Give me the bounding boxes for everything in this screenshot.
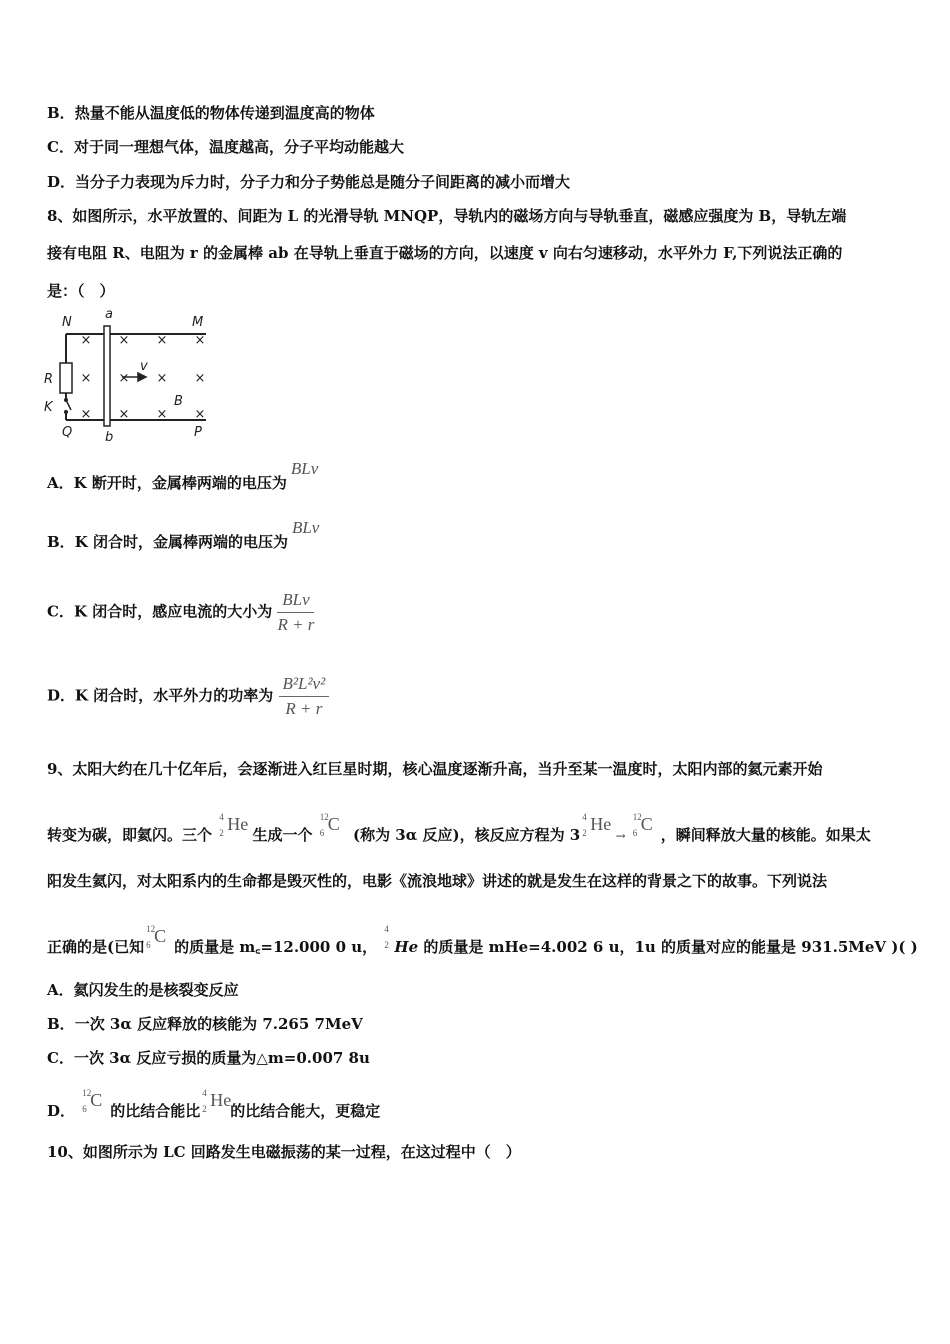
mass-number: 12 xyxy=(146,924,156,934)
atomic-number: 6 xyxy=(146,940,151,950)
atomic-number: 2 xyxy=(202,1104,207,1114)
field-cross: × xyxy=(118,371,130,386)
atomic-number: 2 xyxy=(582,828,587,838)
carbon-nuclide xyxy=(318,812,348,848)
atomic-number: 6 xyxy=(319,828,325,838)
q8-option-b xyxy=(47,518,320,552)
option-label: C． xyxy=(47,138,74,156)
option-label: A． xyxy=(47,474,74,492)
option-text: 当分子力表现为斥力时，分子力和分子势能总是随分子间距离的减小而增大 xyxy=(75,173,571,191)
q7-option-c xyxy=(47,136,404,157)
reaction-arrow-icon: → xyxy=(615,829,626,843)
helium-nuclide xyxy=(580,812,612,848)
text-run: ，瞬间释放大量的核能。如果太 xyxy=(660,826,871,844)
element-symbol: C xyxy=(327,814,340,834)
atomic-number: 2 xyxy=(384,940,389,950)
helium-nuclide xyxy=(382,924,394,960)
q8-option-c xyxy=(47,590,314,635)
q8-option-d xyxy=(47,674,329,719)
label-b: b xyxy=(105,430,114,444)
mass-number: 4 xyxy=(202,1088,207,1098)
label-p: P xyxy=(194,425,202,440)
mass-number: 4 xyxy=(384,924,389,934)
option-label: C． xyxy=(47,1049,74,1067)
option-label: B． xyxy=(47,1015,75,1033)
carbon-nuclide xyxy=(144,924,174,960)
text-run: (称为 3α 反应)，核反应方程为 3 xyxy=(352,826,581,844)
field-cross: × xyxy=(80,407,92,422)
element-symbol: He xyxy=(227,814,249,834)
option-text: 氦闪发生的是核裂变反应 xyxy=(73,981,239,999)
option-label: D． xyxy=(47,173,76,191)
atomic-number: 2 xyxy=(219,828,224,838)
field-cross: × xyxy=(118,333,130,348)
option-text: 热量不能从温度低的物体传递到温度高的物体 xyxy=(74,104,375,122)
option-label: B． xyxy=(47,104,75,122)
mass-number: 4 xyxy=(219,812,224,822)
option-label: A． xyxy=(47,981,74,999)
label-n: N xyxy=(62,315,72,330)
field-cross: × xyxy=(80,371,92,386)
option-label: B． xyxy=(47,533,75,551)
helium-nuclide xyxy=(217,812,249,848)
q8-circuit-diagram xyxy=(38,304,218,444)
field-cross: × xyxy=(118,407,130,422)
q7-option-b xyxy=(47,102,375,123)
q8-stem-line3: 是：（ ） xyxy=(47,282,115,300)
q10-stem: 10、如图所示为 LC 回路发生电磁振荡的某一过程，在这过程中（ ） xyxy=(47,1143,521,1161)
fraction-denominator: R + r xyxy=(285,699,323,718)
label-q: Q xyxy=(62,425,73,440)
text-run: 的质量是 m꜀=12.000 0 u， xyxy=(174,938,378,956)
q8-option-a xyxy=(47,459,319,493)
element-symbol: C xyxy=(154,926,167,946)
mass-number: 12 xyxy=(319,812,329,822)
text-run: 的质量是 mHe=4.002 6 u，1u 的质量对应的能量是 931.5MeV )( ) xyxy=(423,938,918,956)
text-run: 正确的是(已知 xyxy=(47,938,145,956)
mass-number: 12 xyxy=(82,1088,92,1098)
element-symbol: He xyxy=(210,1090,232,1110)
option-label: D． xyxy=(47,1102,76,1120)
field-cross: × xyxy=(80,333,92,348)
option-label: D． xyxy=(47,686,76,705)
metal-rod-ab xyxy=(104,326,110,426)
fraction xyxy=(277,590,314,635)
q9-option-a xyxy=(47,979,239,1000)
label-r: R xyxy=(44,372,54,387)
q9-option-d xyxy=(47,1088,381,1124)
label-k: K xyxy=(44,400,53,415)
element-symbol: He xyxy=(590,814,612,834)
q9-option-b xyxy=(47,1013,363,1034)
option-text: 一次 3α 反应亏损的质量为△m=0.007 8u xyxy=(73,1049,370,1067)
atomic-number: 6 xyxy=(82,1104,87,1114)
q7-option-d xyxy=(47,171,570,192)
mass-number: 12 xyxy=(632,812,642,822)
field-cross: × xyxy=(156,407,168,422)
element-symbol: C xyxy=(90,1090,103,1110)
helium-nuclide xyxy=(200,1088,232,1124)
option-text: K 闭合时，感应电流的大小为 xyxy=(73,602,273,621)
field-cross: × xyxy=(194,333,206,348)
q9-stem-line2 xyxy=(47,812,871,848)
element-symbol: C xyxy=(640,814,653,834)
text-run: 转变为碳，即氦闪。三个 xyxy=(47,826,213,844)
element-symbol: He xyxy=(394,938,419,956)
label-m: M xyxy=(192,315,204,330)
fraction-denominator: R + r xyxy=(277,615,315,634)
field-cross: × xyxy=(194,407,206,422)
label-v: v xyxy=(140,359,148,374)
fraction-numerator: B²L²v² xyxy=(279,674,330,697)
label-b-field: B xyxy=(174,394,183,409)
q9-stem-line4 xyxy=(47,924,918,960)
q9-stem-line3: 阳发生氦闪，对太阳系内的生命都是毁灭性的，电影《流浪地球》讲述的就是发生在这样的背景之下的故事。下列说法 xyxy=(47,872,828,890)
label-a: a xyxy=(105,307,113,322)
option-text: K 断开时，金属棒两端的电压为 xyxy=(73,474,287,492)
field-cross: × xyxy=(194,371,206,386)
mass-number: 4 xyxy=(582,812,587,822)
field-cross: × xyxy=(156,371,168,386)
option-text: 一次 3α 反应释放的核能为 7.265 7MeV xyxy=(74,1015,363,1033)
atomic-number: 6 xyxy=(632,828,638,838)
option-text: 对于同一理想气体，温度越高，分子平均动能越大 xyxy=(73,138,404,156)
option-text: K 闭合时，金属棒两端的电压为 xyxy=(74,533,288,551)
q9-stem-line1: 9、太阳大约在几十亿年后，会逐渐进入红巨星时期，核心温度逐渐升高，当升至某一温度时，太阳内部的氦元素开始 xyxy=(47,760,823,778)
fraction xyxy=(279,674,330,719)
option-text: 的比结合能大，更稳定 xyxy=(230,1102,381,1120)
field-cross: × xyxy=(156,333,168,348)
carbon-nuclide xyxy=(80,1088,110,1124)
math-expr: BLv xyxy=(290,459,319,478)
q9-option-c xyxy=(47,1047,370,1068)
option-text: K 闭合时，水平外力的功率为 xyxy=(75,686,274,705)
q8-stem-line2: 接有电阻 R、电阻为 r 的金属棒 ab 在导轨上垂直于磁场的方向，以速度 v 向右匀速移动，水平外力 F,下列说法正确的 xyxy=(47,244,843,262)
q8-stem-line1: 8、如图所示，水平放置的、间距为 L 的光滑导轨 MNQP，导轨内的磁场方向与导轨垂直，磁感应强度为 B，导轨左端 xyxy=(47,207,847,225)
fraction-numerator: BLv xyxy=(277,590,314,613)
option-text: 的比结合能比 xyxy=(110,1102,201,1120)
text-run: 生成一个 xyxy=(252,826,313,844)
math-expr: BLv xyxy=(291,518,320,537)
option-label: C． xyxy=(47,602,74,621)
carbon-nuclide xyxy=(631,812,661,848)
